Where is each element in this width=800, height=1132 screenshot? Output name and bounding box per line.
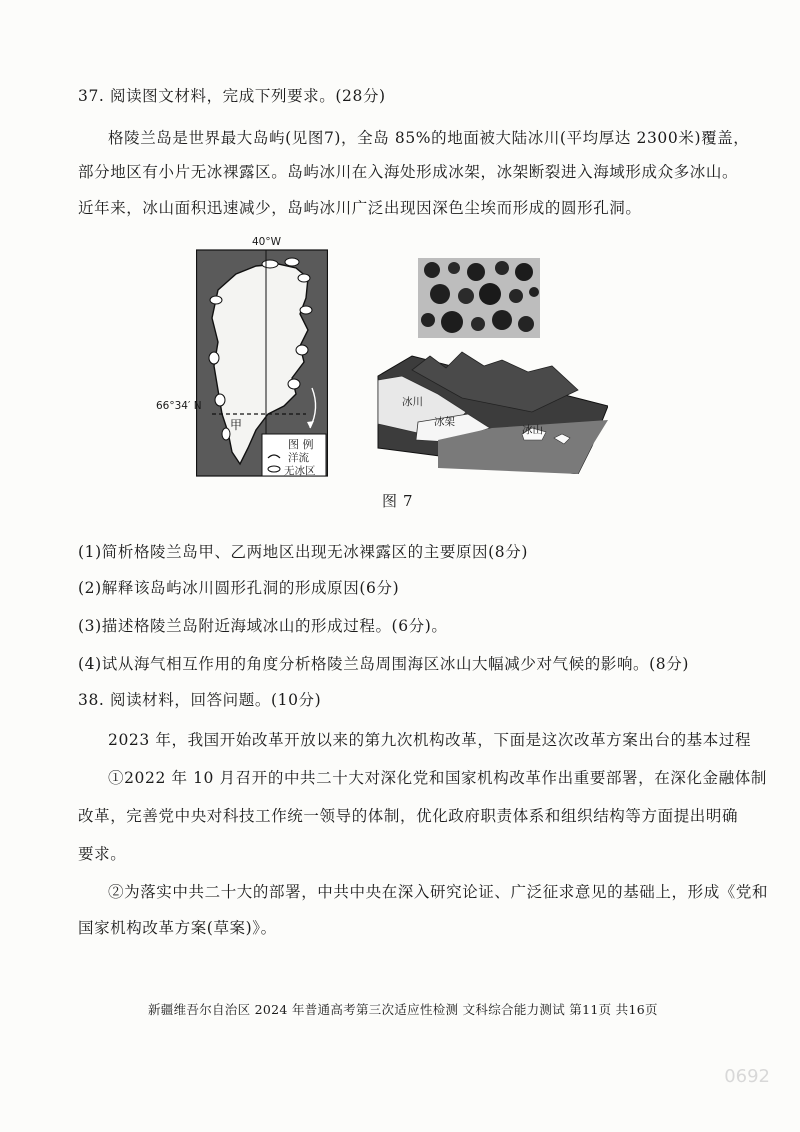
- diagram-iceberg-label: 冰山: [522, 424, 543, 436]
- glacier-diagram-svg: [372, 350, 608, 474]
- legend-title: 图 例: [288, 438, 314, 451]
- q38-line-2: ①2022 年 10 月召开的中共二十大对深化党和国家机构改革作出重要部署，在深化金融体制: [108, 769, 767, 787]
- q38-line-6: 国家机构改革方案(草案)》。: [78, 919, 277, 937]
- region-jia-label: 甲: [230, 418, 243, 432]
- watermark: 0692: [724, 1066, 770, 1087]
- q38-line-5: ②为落实中共二十大的部署，中共中央在深入研究论证、广泛征求意见的基础上，形成《党和: [108, 883, 769, 901]
- q37-paragraph-line-3: 近年来，冰山面积迅速减少，岛屿冰川广泛出现因深色尘埃而形成的圆形孔洞。: [78, 199, 642, 217]
- glacier-holes-photo: [418, 258, 540, 338]
- latitude-label: 66°34′ N: [156, 400, 202, 412]
- diagram-glacier-label: 冰川: [402, 396, 423, 408]
- question-37-heading: 37. 阅读图文材料，完成下列要求。(28分): [78, 87, 386, 105]
- q37-subquestion-2: (2)解释该岛屿冰川圆形孔洞的形成原因(6分): [78, 579, 400, 597]
- greenland-map: [156, 236, 328, 478]
- figure-caption: 图 7: [382, 492, 414, 510]
- question-38-heading: 38. 阅读材料，回答问题。(10分): [78, 691, 322, 709]
- legend-icefree-label: 无冰区: [284, 465, 316, 477]
- q38-line-1: 2023 年，我国开始改革开放以来的第九次机构改革，下面是这次改革方案出台的基本过程: [108, 731, 752, 749]
- glacier-holes-svg: [418, 258, 540, 338]
- q37-paragraph-line-2: 部分地区有小片无冰裸露区。岛屿冰川在入海处形成冰架，冰架断裂进入海域形成众多冰山。: [78, 163, 739, 181]
- q37-subquestion-4: (4)试从海气相互作用的角度分析格陵兰岛周围海区冰山大幅减少对气候的影响。(8分): [78, 655, 690, 673]
- legend-icefree-icon: [268, 466, 280, 472]
- glacier-diagram: [372, 350, 608, 474]
- meridian-label: 40°W: [252, 236, 281, 248]
- legend-current-label: 洋流: [288, 452, 309, 464]
- q37-subquestion-1: (1)简析格陵兰岛甲、乙两地区出现无冰裸露区的主要原因(8分): [78, 543, 529, 561]
- q37-paragraph-line-1: 格陵兰岛是世界最大岛屿(见图7)，全岛 85%的地面被大陆冰川(平均厚达 2300米)覆盖，: [108, 129, 750, 147]
- q38-line-4: 要求。: [78, 845, 127, 863]
- page-footer: 新疆维吾尔自治区 2024 年普通高考第三次适应性检测 文科综合能力测试 第11页 共16页: [148, 1002, 658, 1017]
- q38-line-3: 改革，完善党中央对科技工作统一领导的体制，优化政府职责体系和组织结构等方面提出明确: [78, 807, 739, 825]
- diagram-iceshelf-label: 冰架: [434, 416, 455, 428]
- q37-subquestion-3: (3)描述格陵兰岛附近海域冰山的形成过程。(6分)。: [78, 617, 448, 635]
